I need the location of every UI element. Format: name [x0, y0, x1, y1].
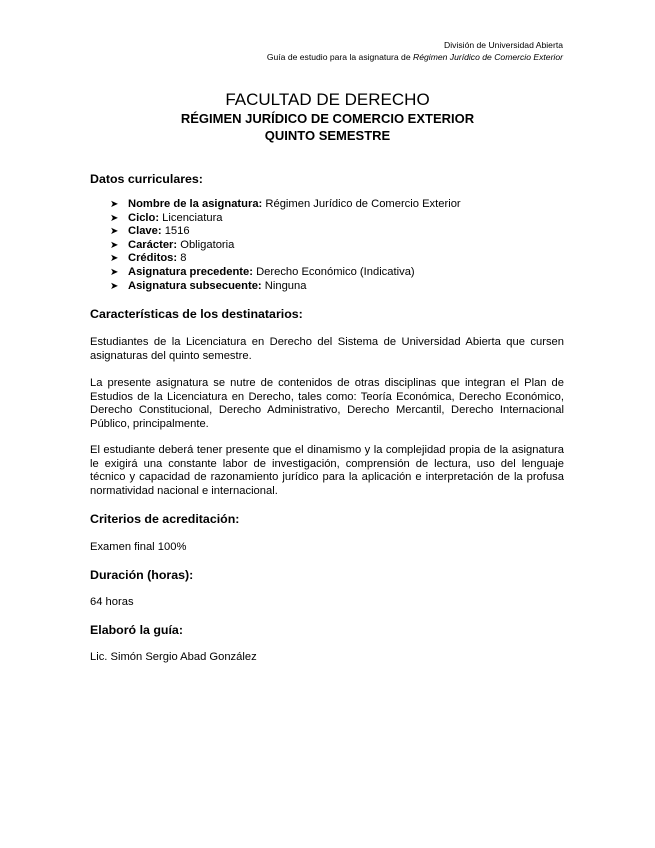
- item-label: Carácter:: [128, 238, 178, 251]
- item-label: Créditos:: [128, 252, 178, 265]
- criterios-text: Examen final 100%: [90, 541, 187, 553]
- arrow-bullet-icon: ➤: [110, 226, 119, 238]
- header-division: División de Universidad Abierta: [444, 40, 563, 50]
- item-label: Clave:: [128, 225, 162, 238]
- datos-heading: Datos curriculares:: [90, 172, 203, 186]
- running-header: [267, 39, 563, 63]
- item-value: Obligatoria: [177, 238, 235, 251]
- item-label: Asignatura precedente:: [128, 265, 253, 278]
- semester-title: QUINTO SEMESTRE: [264, 128, 391, 143]
- item-value: Licenciatura: [159, 211, 223, 224]
- duracion-text: 64 horas: [90, 596, 134, 608]
- list-item: [110, 266, 461, 280]
- item-value: 8: [177, 252, 187, 265]
- list-item: [110, 252, 461, 266]
- list-item: [110, 239, 461, 253]
- arrow-bullet-icon: ➤: [110, 199, 119, 210]
- item-value: 1516: [161, 225, 190, 238]
- title-block: [0, 90, 655, 144]
- datos-list: [110, 198, 461, 293]
- elaboro-heading: Elaboró la guía:: [90, 623, 183, 637]
- arrow-bullet-icon: ➤: [110, 266, 119, 278]
- destinatarios-paragraph-1: Estudiantes de la Licenciatura en Derecho del Sistema de Universidad Abierta que cursen asignaturas del quinto semestre.: [90, 336, 564, 362]
- arrow-bullet-icon: ➤: [110, 280, 119, 292]
- list-item: [110, 225, 461, 239]
- faculty-title: FACULTAD DE DERECHO: [225, 90, 430, 109]
- arrow-bullet-icon: ➤: [110, 239, 119, 251]
- item-value: Régimen Jurídico de Comercio Exterior: [262, 198, 461, 210]
- list-item: [110, 198, 461, 212]
- header-guide-subject: Régimen Jurídico de Comercio Exterior: [413, 52, 563, 62]
- item-value: Ninguna: [261, 279, 307, 292]
- duracion-heading: Duración (horas):: [90, 568, 194, 582]
- destinatarios-paragraph-3: El estudiante deberá tener presente que el dinamismo y la complejidad propia de la asignatura le exigirá una constante labor de investigación, comprensión de lectura, uso del lenguaje técnico y capacidad de razonamiento jurídico para la aplicación e interpretación de la profusa normatividad nacional e internacional.: [90, 444, 564, 497]
- arrow-bullet-icon: ➤: [110, 212, 119, 224]
- destinatarios-paragraph-2: La presente asignatura se nutre de contenidos de otras disciplinas que integran el Plan de Estudios de la Licenciatura en Derecho, tales como: Teoría Económica, Derecho Económico, Derecho Constitucional, Derecho Administrativo, Derecho Mercantil, Derecho Internacional Público, principalmente.: [90, 377, 564, 430]
- list-item: [110, 212, 461, 226]
- destinatarios-heading: Características de los destinatarios:: [90, 307, 303, 321]
- item-label: Nombre de la asignatura:: [128, 198, 263, 210]
- header-guide: [267, 51, 563, 63]
- elaboro-text: Lic. Simón Sergio Abad González: [90, 651, 257, 663]
- item-label: Ciclo:: [128, 211, 160, 224]
- item-label: Asignatura subsecuente:: [128, 279, 262, 292]
- list-item: [110, 280, 461, 294]
- header-guide-prefix: Guía de estudio para la asignatura de: [266, 52, 414, 62]
- criterios-heading: Criterios de acreditación:: [90, 512, 240, 526]
- subject-title: RÉGIMEN JURÍDICO DE COMERCIO EXTERIOR: [180, 111, 475, 126]
- arrow-bullet-icon: ➤: [110, 253, 119, 265]
- item-value: Derecho Económico (Indicativa): [252, 265, 415, 278]
